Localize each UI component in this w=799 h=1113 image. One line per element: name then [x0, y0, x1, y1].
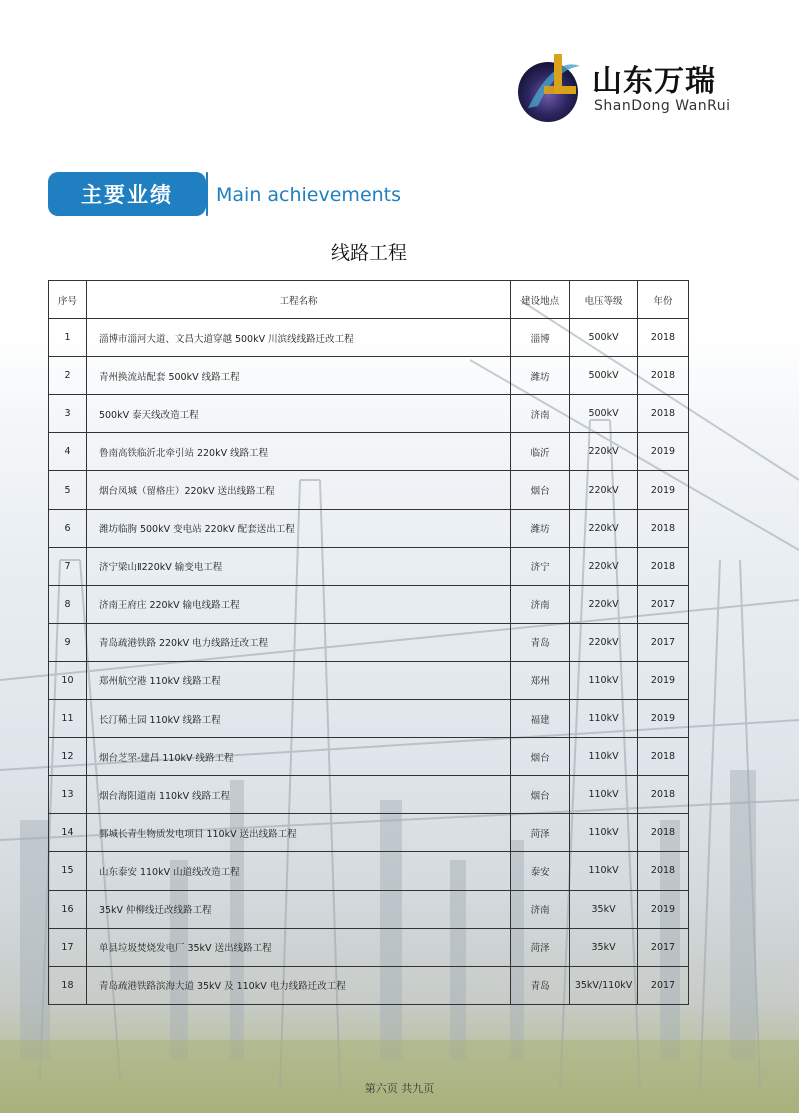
logo-english-name: ShanDong WanRui [594, 98, 731, 114]
project-year: 2018 [638, 852, 689, 890]
table-row [49, 700, 689, 738]
table-row [49, 509, 689, 547]
project-location: 临沂 [511, 433, 570, 471]
project-year: 2018 [638, 814, 689, 852]
project-year: 2019 [638, 890, 689, 928]
row-number: 11 [49, 700, 87, 738]
table-row [49, 928, 689, 966]
voltage-level: 220kV [570, 471, 638, 509]
table-row [49, 433, 689, 471]
voltage-level: 35kV [570, 890, 638, 928]
table-row [49, 319, 689, 357]
row-number: 14 [49, 814, 87, 852]
voltage-level: 500kV [570, 357, 638, 395]
voltage-level: 500kV [570, 395, 638, 433]
table-row [49, 852, 689, 890]
project-location: 济南 [511, 395, 570, 433]
section-title-badge: 主要业绩 [48, 172, 206, 216]
project-year: 2018 [638, 395, 689, 433]
row-number: 10 [49, 661, 87, 699]
project-name: 鲁南高铁临沂北牵引站 220kV 线路工程 [86, 433, 510, 471]
project-name: 长汀稀土园 110kV 线路工程 [86, 700, 510, 738]
project-location: 泰安 [511, 852, 570, 890]
project-year: 2018 [638, 547, 689, 585]
project-location: 潍坊 [511, 509, 570, 547]
project-name: 鄄城长青生物质发电项目 110kV 送出线路工程 [86, 814, 510, 852]
row-number: 3 [49, 395, 87, 433]
row-number: 12 [49, 738, 87, 776]
table-row [49, 890, 689, 928]
project-year: 2017 [638, 966, 689, 1004]
table-row [49, 623, 689, 661]
row-number: 13 [49, 776, 87, 814]
project-name: 单县垃圾焚烧发电厂 35kV 送出线路工程 [86, 928, 510, 966]
project-location: 烟台 [511, 776, 570, 814]
table-row [49, 776, 689, 814]
project-name: 青州换流站配套 500kV 线路工程 [86, 357, 510, 395]
project-year: 2017 [638, 585, 689, 623]
logo-chinese-name: 山东万瑞 [592, 64, 716, 99]
project-table [48, 280, 689, 1005]
voltage-level: 110kV [570, 738, 638, 776]
row-number: 18 [49, 966, 87, 1004]
project-location: 郑州 [511, 661, 570, 699]
voltage-level: 110kV [570, 814, 638, 852]
project-location: 菏泽 [511, 928, 570, 966]
page-footer: 第六页 共九页 [364, 1082, 435, 1095]
row-number: 8 [49, 585, 87, 623]
voltage-level: 220kV [570, 509, 638, 547]
project-location: 烟台 [511, 471, 570, 509]
project-name: 淄博市淄河大道、文昌大道穿越 500kV 川滨线线路迁改工程 [86, 319, 510, 357]
project-year: 2018 [638, 357, 689, 395]
project-name: 青岛疏港铁路滨海大道 35kV 及 110kV 电力线路迁改工程 [86, 966, 510, 1004]
section-divider [206, 172, 212, 216]
row-number: 9 [49, 623, 87, 661]
table-row [49, 395, 689, 433]
header-year: 年份 [638, 281, 689, 319]
project-year: 2019 [638, 471, 689, 509]
voltage-level: 220kV [570, 547, 638, 585]
table-row [49, 814, 689, 852]
table-row [49, 585, 689, 623]
project-location: 潍坊 [511, 357, 570, 395]
project-name: 青岛疏港铁路 220kV 电力线路迁改工程 [86, 623, 510, 661]
table-header-row [49, 281, 689, 319]
project-name: 郑州航空港 110kV 线路工程 [86, 661, 510, 699]
project-name: 烟台芝罘-建昌 110kV 线路工程 [86, 738, 510, 776]
project-location: 青岛 [511, 966, 570, 1004]
project-year: 2018 [638, 776, 689, 814]
voltage-level: 110kV [570, 776, 638, 814]
header-no: 序号 [49, 281, 87, 319]
project-name: 济宁梁山Ⅱ220kV 输变电工程 [86, 547, 510, 585]
voltage-level: 110kV [570, 852, 638, 890]
row-number: 15 [49, 852, 87, 890]
voltage-level: 220kV [570, 585, 638, 623]
table-row [49, 966, 689, 1004]
project-year: 2018 [638, 738, 689, 776]
header-voltage: 电压等级 [570, 281, 638, 319]
table-title: 线路工程 [330, 242, 407, 264]
header-location: 建设地点 [511, 281, 570, 319]
table-row [49, 471, 689, 509]
project-name: 济南王府庄 220kV 输电线路工程 [86, 585, 510, 623]
project-location: 淄博 [511, 319, 570, 357]
project-name: 潍坊临朐 500kV 变电站 220kV 配套送出工程 [86, 509, 510, 547]
voltage-level: 35kV/110kV [570, 966, 638, 1004]
project-year: 2017 [638, 623, 689, 661]
project-location: 济宁 [511, 547, 570, 585]
project-location: 济南 [511, 890, 570, 928]
project-location: 济南 [511, 585, 570, 623]
row-number: 1 [49, 319, 87, 357]
project-year: 2017 [638, 928, 689, 966]
project-year: 2019 [638, 661, 689, 699]
project-year: 2018 [638, 319, 689, 357]
table-row [49, 357, 689, 395]
project-name: 500kV 泰天线改造工程 [86, 395, 510, 433]
row-number: 7 [49, 547, 87, 585]
row-number: 2 [49, 357, 87, 395]
project-year: 2019 [638, 433, 689, 471]
company-logo [514, 46, 734, 126]
table-row [49, 547, 689, 585]
project-location: 福建 [511, 700, 570, 738]
wanrui-logo-icon [514, 46, 586, 126]
project-name: 烟台海阳道南 110kV 线路工程 [86, 776, 510, 814]
table-row [49, 738, 689, 776]
project-name: 烟台凤城（留格庄）220kV 送出线路工程 [86, 471, 510, 509]
project-year: 2019 [638, 700, 689, 738]
row-number: 5 [49, 471, 87, 509]
project-location: 菏泽 [511, 814, 570, 852]
voltage-level: 110kV [570, 700, 638, 738]
row-number: 6 [49, 509, 87, 547]
project-location: 青岛 [511, 623, 570, 661]
table-row [49, 661, 689, 699]
project-location: 烟台 [511, 738, 570, 776]
row-number: 4 [49, 433, 87, 471]
project-year: 2018 [638, 509, 689, 547]
voltage-level: 220kV [570, 433, 638, 471]
section-title-english: Main achievements [216, 184, 402, 206]
voltage-level: 500kV [570, 319, 638, 357]
project-name: 山东泰安 110kV 山道线改造工程 [86, 852, 510, 890]
voltage-level: 110kV [570, 661, 638, 699]
voltage-level: 35kV [570, 928, 638, 966]
row-number: 16 [49, 890, 87, 928]
voltage-level: 220kV [570, 623, 638, 661]
row-number: 17 [49, 928, 87, 966]
project-name: 35kV 仲柳线迁改线路工程 [86, 890, 510, 928]
header-name: 工程名称 [86, 281, 510, 319]
